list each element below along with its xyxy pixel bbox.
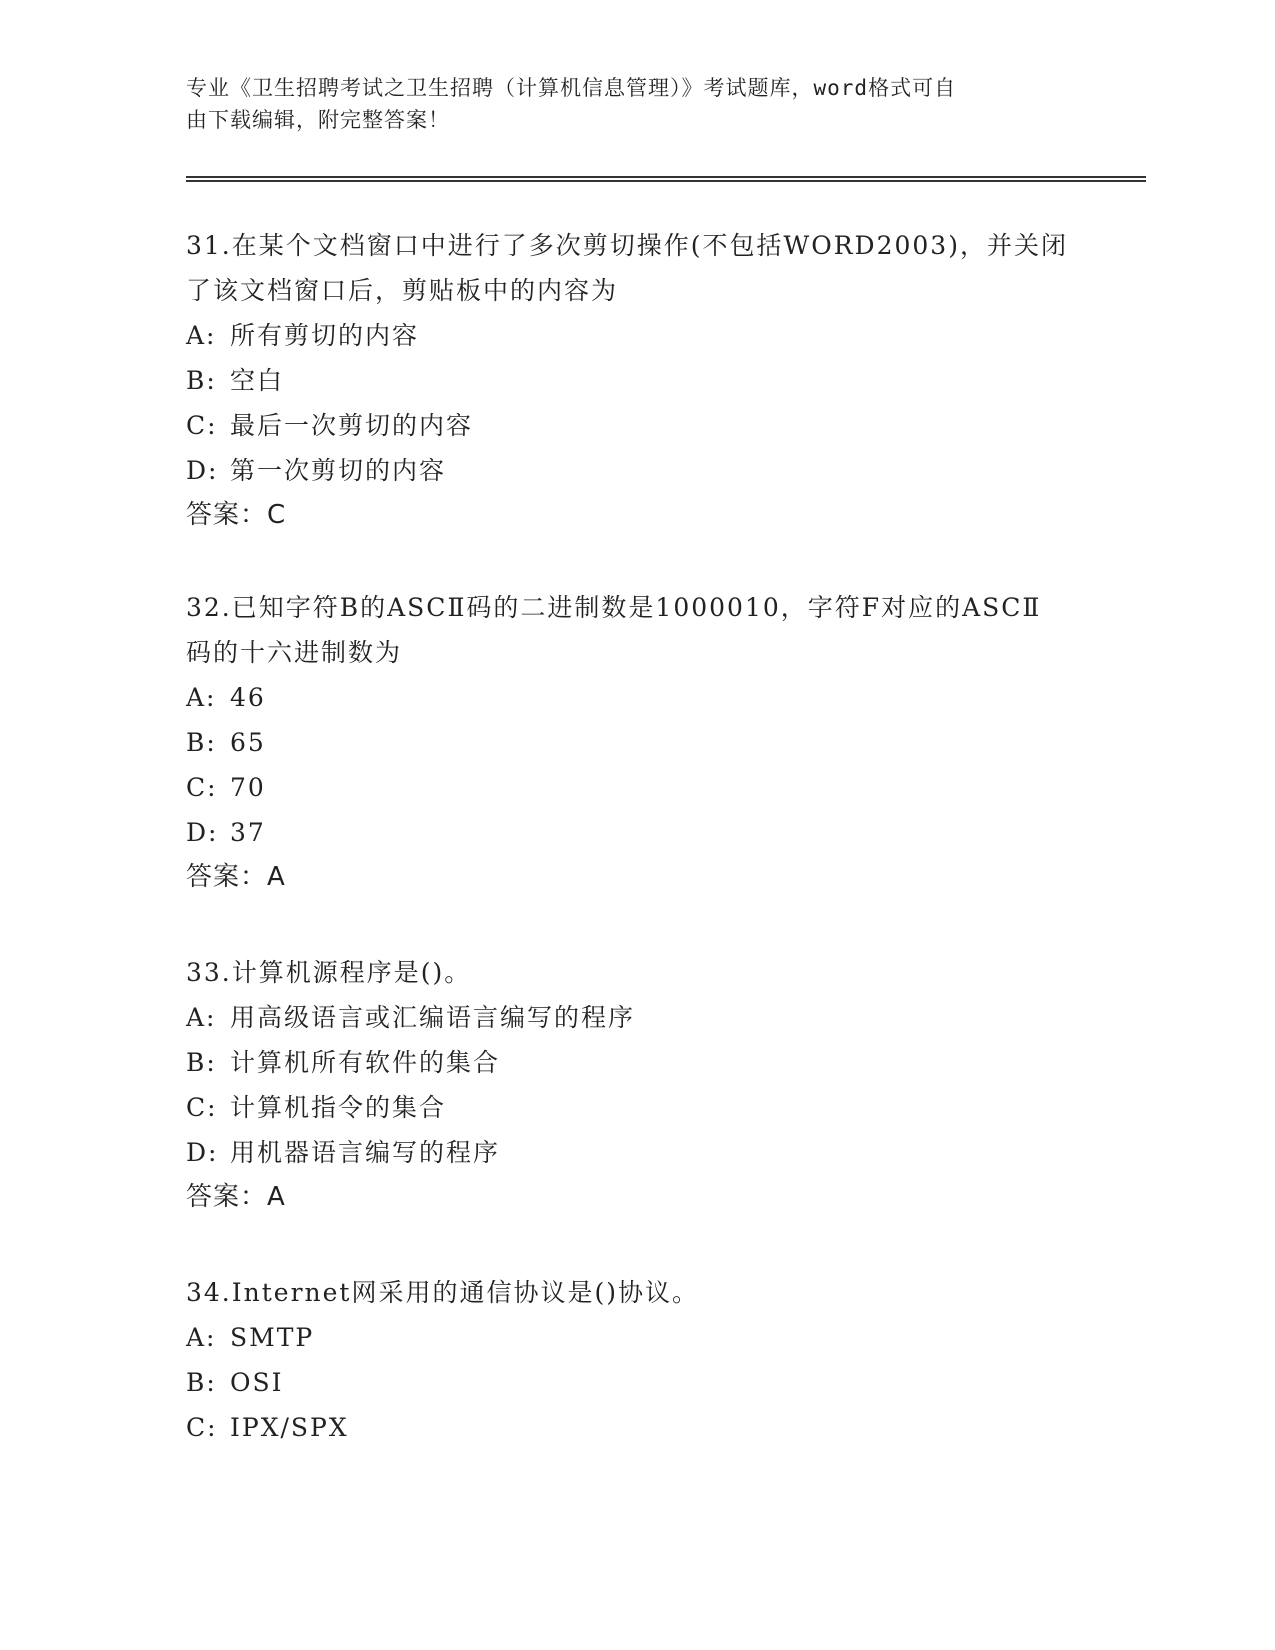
- question-32: [186, 585, 1086, 900]
- option-text: 第一次剪切的内容: [230, 456, 447, 485]
- option-letter: A:: [186, 683, 217, 712]
- option-text: OSI: [230, 1368, 284, 1397]
- question-stem-line-1: 31.在某个文档窗口中进行了多次剪切操作(不包括WORD2003)，并关闭: [186, 231, 1068, 260]
- option-text: IPX/SPX: [230, 1413, 349, 1442]
- option-text: 用高级语言或汇编语言编写的程序: [230, 1003, 636, 1032]
- option-c: [186, 403, 1086, 448]
- option-d: [186, 1130, 1086, 1175]
- option-text: 46: [230, 683, 266, 712]
- header-line-1: 专业《卫生招聘考试之卫生招聘（计算机信息管理）》考试题库，word格式可自: [186, 76, 957, 100]
- option-text: SMTP: [230, 1323, 315, 1352]
- question-34: [186, 1270, 1086, 1450]
- option-letter: D:: [186, 456, 219, 485]
- question-stem: [186, 585, 1086, 675]
- header-line-2: 由下载编辑，附完整答案！: [186, 108, 450, 132]
- option-letter: C:: [186, 1413, 218, 1442]
- header-double-rule: [186, 176, 1146, 182]
- option-text: 空白: [230, 366, 285, 395]
- option-letter: C:: [186, 411, 218, 440]
- option-text: 所有剪切的内容: [230, 321, 420, 350]
- option-a: [186, 313, 1086, 358]
- option-text: 最后一次剪切的内容: [230, 411, 474, 440]
- option-letter: B:: [186, 366, 217, 395]
- option-letter: A:: [186, 321, 217, 350]
- question-stem: [186, 950, 1086, 995]
- option-letter: B:: [186, 1368, 217, 1397]
- option-a: [186, 1315, 1086, 1360]
- question-stem: [186, 223, 1086, 313]
- question-stem-line-1: 34.Internet网采用的通信协议是()协议。: [186, 1278, 699, 1307]
- option-text: 用机器语言编写的程序: [230, 1138, 501, 1167]
- option-b: [186, 720, 1086, 765]
- answer: 答案：A: [186, 1182, 286, 1212]
- option-text: 计算机所有软件的集合: [230, 1048, 501, 1077]
- option-c: [186, 1085, 1086, 1130]
- question-stem-line-1: 33.计算机源程序是()。: [186, 958, 472, 987]
- question-stem: [186, 1270, 1086, 1315]
- document-header: [186, 72, 1066, 136]
- option-letter: D:: [186, 1138, 219, 1167]
- answer: 答案：A: [186, 862, 286, 892]
- option-letter: A:: [186, 1003, 217, 1032]
- option-a: [186, 995, 1086, 1040]
- question-stem-line-1: 32.已知字符B的ASCⅡ码的二进制数是1000010，字符F对应的ASCⅡ: [186, 593, 1042, 622]
- option-c: [186, 765, 1086, 810]
- option-letter: C:: [186, 1093, 218, 1122]
- option-letter: B:: [186, 1048, 217, 1077]
- option-letter: C:: [186, 773, 218, 802]
- option-b: [186, 1040, 1086, 1085]
- option-c: [186, 1405, 1086, 1450]
- answer: 答案：C: [186, 500, 287, 530]
- option-b: [186, 358, 1086, 403]
- option-letter: D:: [186, 818, 219, 847]
- option-d: [186, 448, 1086, 493]
- option-text: 计算机指令的集合: [230, 1093, 447, 1122]
- option-b: [186, 1360, 1086, 1405]
- question-stem-line-2: 了该文档窗口后，剪贴板中的内容为: [186, 276, 619, 305]
- question-stem-line-2: 码的十六进制数为: [186, 638, 403, 667]
- option-d: [186, 810, 1086, 855]
- option-letter: B:: [186, 728, 217, 757]
- option-text: 65: [230, 728, 266, 757]
- question-31: [186, 223, 1086, 538]
- option-a: [186, 675, 1086, 720]
- option-letter: A:: [186, 1323, 217, 1352]
- option-text: 70: [230, 773, 266, 802]
- option-text: 37: [230, 818, 266, 847]
- question-33: [186, 950, 1086, 1220]
